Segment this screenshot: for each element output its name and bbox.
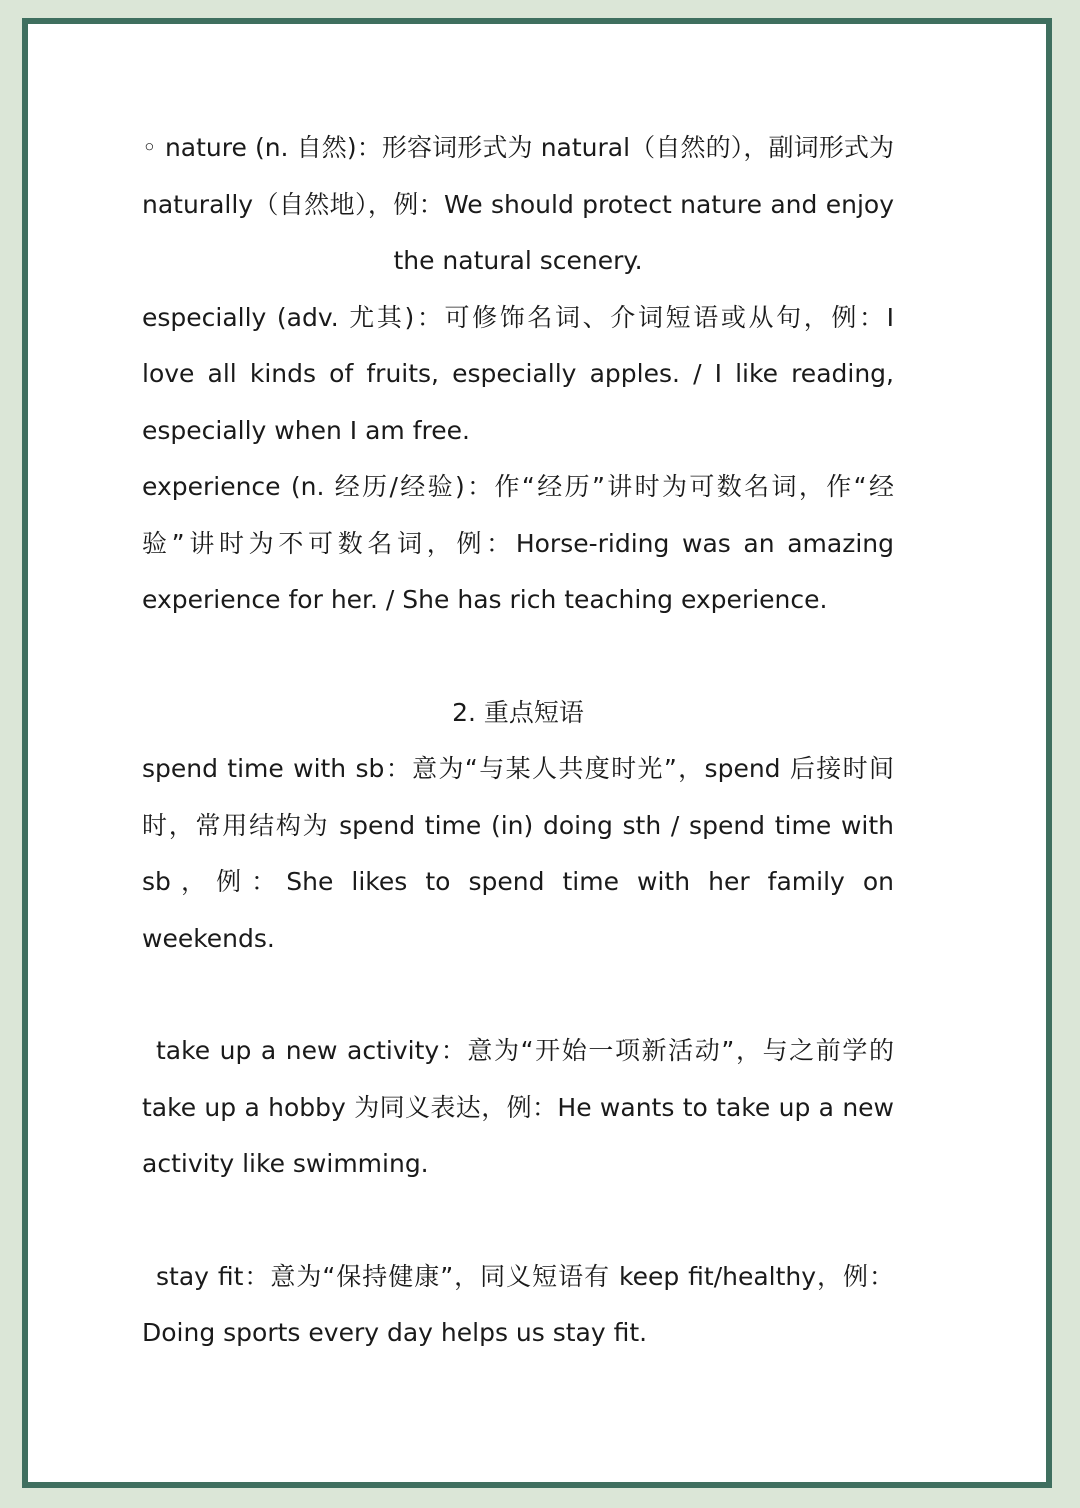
section-heading: 2. 重点短语 — [452, 697, 584, 727]
phrase-entry-take-up: take up a new activity：意为“开始一项新活动”，与之前学的 take up a hobby 为同义表达，例：He wants to take up a new activity like swimming. — [142, 1036, 894, 1178]
phrase-entry-spend-time: spend time with sb：意为“与某人共度时光”，spend 后接时间时，常用结构为 spend time (in) doing sth / spend time with sb，例：She likes to spend time with her family on weekends. — [142, 754, 894, 953]
document-content — [142, 120, 894, 1362]
word-entry-experience: experience (n. 经历/经验)：作“经历”讲时为可数名词，作“经验”讲时为不可数名词，例：Horse-riding was an amazing experience for her. / She has rich teaching experience. — [142, 472, 894, 614]
word-entry-especially: especially (adv. 尤其)：可修饰名词、介词短语或从句，例：I love all kinds of fruits, especially apples. / I like reading, especially when I am free. — [142, 302, 894, 445]
phrase-entry-stay-fit: stay fit：意为“保持健康”，同义短语有 keep fit/healthy，例：Doing sports every day helps us stay fit. — [142, 1261, 894, 1347]
word-entry-nature: ◦ nature (n. 自然)：形容词形式为 natural（自然的），副词形式为 naturally（自然地），例：We should protect nature and enjoy the natural scenery. — [142, 133, 894, 275]
